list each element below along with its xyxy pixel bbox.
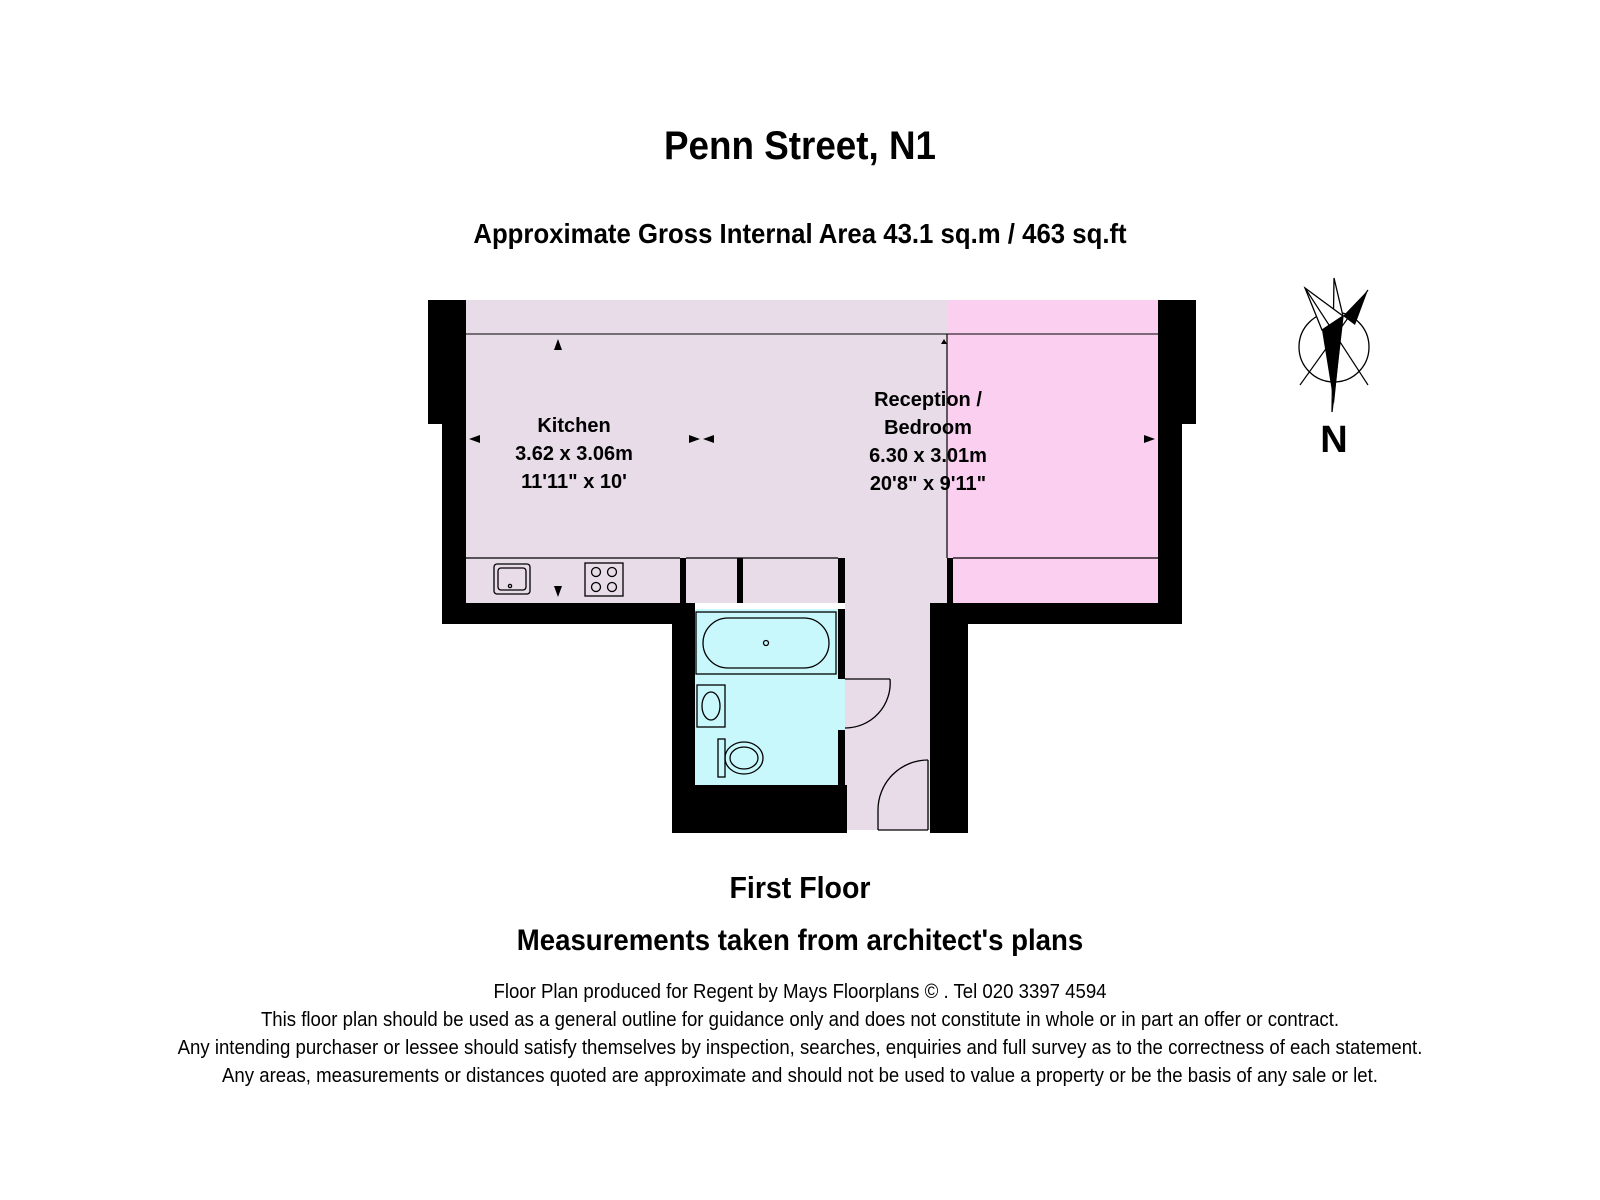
floor-label: First Floor [729, 870, 871, 905]
gross-internal-area: Approximate Gross Internal Area 43.1 sq.m / 463 sq.ft [473, 218, 1127, 249]
compass-north-label: N [1320, 419, 1348, 461]
reception-label-line1: Reception / [874, 389, 982, 411]
kitchen-label: Kitchen [537, 415, 611, 437]
measurements-note: Measurements taken from architect's plans [516, 924, 1084, 957]
disclaimer [56, 978, 1544, 1090]
producer-line: Floor Plan produced for Regent by Mays Floorplans © . Tel 020 3397 4594 [493, 981, 1107, 1003]
disclaimer-line: Any areas, measurements or distances quoted are approximate and should not be used to value a property or be the basis of any sale or let. [222, 1065, 1378, 1087]
reception-imperial-size: 20'8" x 9'11" [869, 473, 987, 495]
kitchen-metric-size: 3.62 x 3.06m [515, 443, 633, 465]
compass-icon [1299, 278, 1369, 412]
reception-metric-size: 6.30 x 3.01m [869, 445, 987, 467]
plan-title: Penn Street, N1 [663, 124, 937, 168]
disclaimer-line: This floor plan should be used as a general outline for guidance only and does not constitute in whole or in part an offer or contract. [260, 1009, 1340, 1031]
reception-label-line2: Bedroom [884, 417, 972, 439]
kitchen-imperial-size: 11'11" x 10' [521, 471, 627, 493]
disclaimer-line: Any intending purchaser or lessee should satisfy themselves by inspection, searches, enquiries and full survey as to the correctness of each statement. [177, 1037, 1423, 1059]
